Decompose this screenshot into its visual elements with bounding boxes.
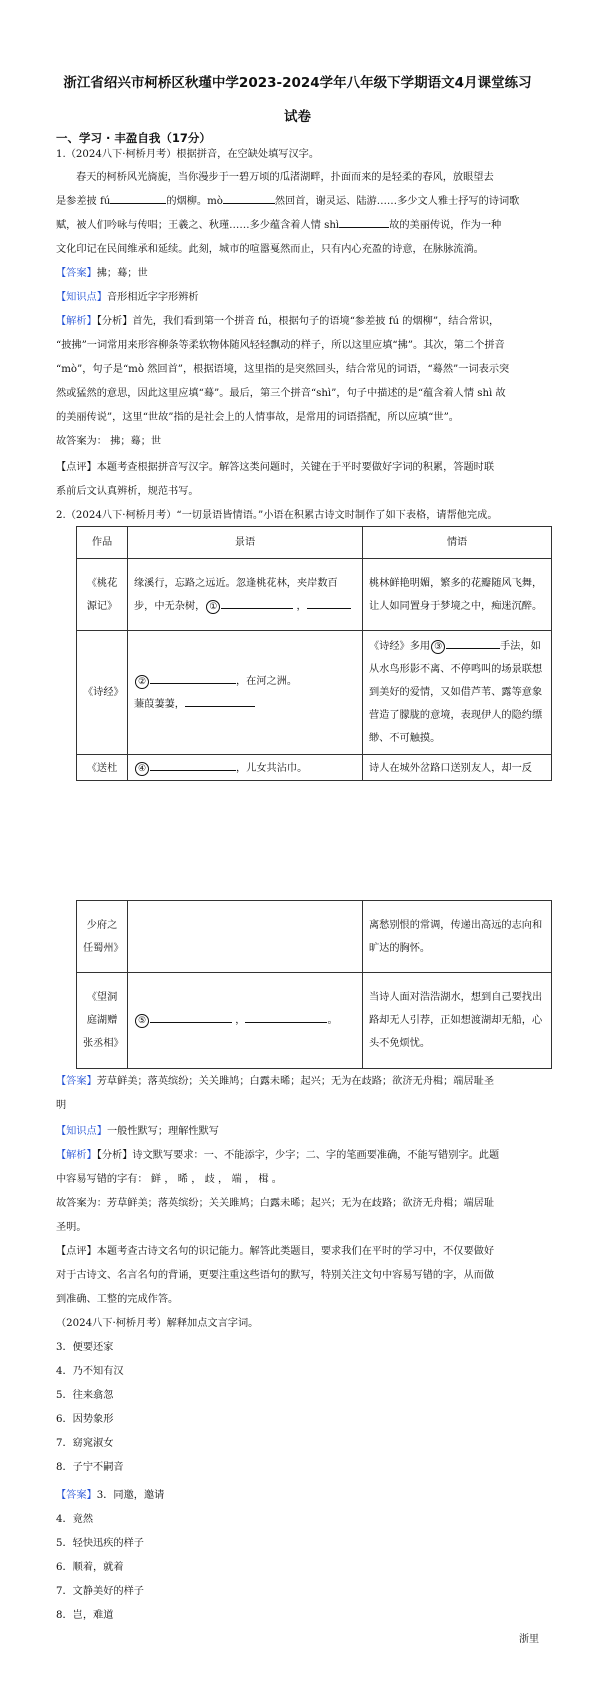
q1-text: 的烟柳。mò bbox=[166, 196, 223, 207]
q1-analysis-line1 bbox=[56, 310, 539, 333]
row3-scene-text: ，儿女共沾巾。 bbox=[236, 763, 308, 774]
row2-scene bbox=[128, 631, 363, 755]
kp-tag: 【知识点】 bbox=[56, 1126, 107, 1137]
analysis-tag: 【解析】 bbox=[56, 316, 97, 327]
q2-analysis-line2: 中容易写错的字有： 鲜 ， 晞 ， 歧 ， 端 ， 楫 。 bbox=[56, 1174, 282, 1185]
section-heading: 一、学习 · 丰盈自我（17分） bbox=[56, 131, 211, 145]
blank-number-1: ① bbox=[206, 600, 220, 614]
answer-text: 拂；蓦；世 bbox=[96, 268, 148, 279]
q1-text: 故的美丽传说，作为一种 bbox=[389, 220, 502, 231]
row2-emotion-text: 手法，如从水鸟形影不离、不停鸣叫的场景联想到美好的爱情，又如借芦苇、露等意象营造了朦胧的意境，表现伊人的隐约缥缈、不可触摸。 bbox=[369, 641, 543, 744]
blank-q2-3[interactable] bbox=[446, 636, 500, 649]
answer-tag: 【答案】 bbox=[56, 1076, 97, 1087]
row1-scene-text: 缘溪行，忘路之远近。忽逢桃花林，夹岸数百 bbox=[134, 577, 338, 589]
row3-work-bottom: 少府之任蜀州》 bbox=[77, 901, 128, 973]
q2-answer-line1 bbox=[56, 1070, 539, 1093]
q1-comment-line1: 【点评】本题考查根据拼音写汉字。解答这类问题时，关键在于平时要做好字词的积累，答题时联 bbox=[56, 462, 495, 473]
q3-answer-item: 6．顺着，就着 bbox=[56, 1562, 124, 1573]
q2-comment-line2: 对于古诗文、名言名句的背诵，更要注重这些语句的默写，特别关注文句中容易写错的字，从而做 bbox=[56, 1270, 495, 1281]
kp-tag: 【知识点】 bbox=[56, 292, 107, 303]
q1-text: 赋，被人们吟咏与传唱；王羲之、秋瑾……多少蕴含着人情 shì bbox=[56, 220, 340, 231]
q1-final-answer: 故答案为： 拂；蓦；世 bbox=[56, 436, 162, 447]
q2-comment-line1: 【点评】本题考查古诗文名句的识记能力。解答此类题目，要求我们在平时的学习中，不仅要做好 bbox=[56, 1246, 495, 1257]
row2-scene-text: ，在河之洲。 bbox=[236, 675, 298, 687]
q1-text: 是参差披 fú bbox=[56, 196, 111, 207]
blank-q2-2[interactable] bbox=[150, 671, 236, 684]
q3-answer-item: 4．竟然 bbox=[56, 1514, 94, 1525]
answer-tag: 【答案】 bbox=[56, 1490, 97, 1501]
q3-stem: （2024八下·柯桥月考）解释加点文言字词。 bbox=[56, 1318, 259, 1329]
blank-number-2: ② bbox=[135, 675, 149, 689]
blank-3[interactable] bbox=[339, 215, 389, 228]
q1-knowledge-point bbox=[56, 286, 539, 309]
q3-item: 6．因势象形 bbox=[56, 1414, 114, 1425]
poetry-table bbox=[76, 526, 552, 781]
blank-1[interactable] bbox=[110, 191, 166, 204]
q3-item: 5．往来翕忽 bbox=[56, 1390, 114, 1401]
q1-analysis-line4: 然或猛然的意思，因此这里应填“蓦”。最后，第三个拼音“shì”，句子中描述的是“蕴含着人情 shì 故 bbox=[56, 388, 506, 399]
q3-item: 7．窈窕淑女 bbox=[56, 1438, 114, 1449]
q3-answer-item: 8．岂，难道 bbox=[56, 1610, 114, 1621]
blank-number-3: ③ bbox=[431, 640, 445, 654]
analysis-text: 【分析】首先，我们看到第一个拼音 fú，根据句子的语境“参差披 fú 的烟柳”，结合常识， bbox=[96, 316, 500, 327]
blank-q2-5b[interactable] bbox=[245, 1010, 327, 1023]
page-footer: 浙里 bbox=[519, 1634, 539, 1645]
blank-q2-1b[interactable] bbox=[307, 596, 351, 609]
row1-work: 《桃花源记》 bbox=[77, 559, 128, 631]
poetry-table-continued bbox=[76, 900, 552, 1069]
q1-passage-line3 bbox=[56, 214, 539, 237]
answer-text: 芳草鲜美；落英缤纷；关关雎鸠；白露未晞；起兴；无为在歧路；欲济无舟楫；端居耻圣 bbox=[96, 1076, 495, 1087]
q1-text: 然回首，谢灵运、陆游……多少文人雅士抒写的诗词歌 bbox=[274, 196, 520, 207]
q3-item: 8．子宁不嗣音 bbox=[56, 1462, 124, 1473]
answer-text: 3．同邀，邀请 bbox=[96, 1490, 165, 1501]
blank-q2-5a[interactable] bbox=[150, 1010, 232, 1023]
q3-answer-item: 5．轻快迅疾的样子 bbox=[56, 1538, 144, 1549]
row3-emotion-bottom: 离愁别恨的常调，传递出高远的志向和旷达的胸怀。 bbox=[363, 901, 552, 973]
row1-scene: 缘溪行，忘路之远近。忽逢桃花林，夹岸数百 步，中无杂树， ① ， bbox=[128, 559, 363, 631]
kp-text: 一般性默写；理解性默写 bbox=[106, 1126, 219, 1137]
blank-number-5: ⑤ bbox=[135, 1014, 149, 1028]
row3-scene-empty bbox=[128, 901, 363, 973]
doc-title-line1: 浙江省绍兴市柯桥区秋瑾中学2023-2024学年八年级下学期语文4月课堂练习 bbox=[63, 75, 532, 91]
row1-scene-text: 步，中无杂树， bbox=[134, 600, 206, 612]
q2-stem: 2.（2024八下·柯桥月考）“一切景语皆情语。”小语在积累古诗文时制作了如下表格，请帮他完成。 bbox=[56, 510, 498, 521]
analysis-tag: 【解析】 bbox=[56, 1150, 97, 1161]
q1-passage-line4: 文化印记在民间维承和延续。此刻，城市的喧嚣戛然而止，只有内心充盈的诗意，在脉脉流淌。 bbox=[56, 244, 484, 255]
row2-emotion-text: 《诗经》多用 bbox=[369, 641, 431, 652]
q1-passage-line1: 春天的柯桥风光旖旎，当你漫步于一碧万顷的瓜渚湖畔，扑面而来的是轻柔的春风，放眼望去 bbox=[76, 172, 494, 183]
q2-final-line2: 圣明。 bbox=[56, 1222, 87, 1233]
q1-passage-line2 bbox=[56, 190, 539, 213]
row4-emotion: 当诗人面对浩浩湖水，想到自己要找出路却无人引荐，正如想渡湖却无船，心头不免烦忧。 bbox=[363, 973, 552, 1069]
row2-work: 《诗经》 bbox=[77, 631, 128, 755]
q1-stem: 1.（2024八下·柯桥月考）根据拼音，在空缺处填写汉字。 bbox=[56, 149, 320, 160]
blank-q2-1a[interactable] bbox=[221, 596, 293, 609]
answer-tag: 【答案】 bbox=[56, 268, 97, 279]
table-header-scene: 景语 bbox=[128, 527, 363, 559]
q2-analysis-line1 bbox=[56, 1144, 539, 1167]
q3-answer-item: 7．文静美好的样子 bbox=[56, 1586, 144, 1597]
q1-answer bbox=[56, 262, 539, 285]
row4-scene-text: 。 bbox=[327, 1015, 338, 1026]
row3-scene bbox=[128, 755, 363, 781]
blank-q2-2b[interactable] bbox=[185, 694, 255, 707]
q2-answer-line2: 明 bbox=[56, 1100, 67, 1111]
q3-item: 4．乃不知有汉 bbox=[56, 1366, 124, 1377]
row3-work-top: 《送杜 bbox=[77, 755, 128, 781]
q1-comment-line2: 系前后文认真辨析，规范书写。 bbox=[56, 486, 199, 497]
q2-knowledge-point bbox=[56, 1120, 539, 1143]
row2-scene-text: 蒹葭萋萋， bbox=[134, 698, 185, 710]
table-header-emotion: 情语 bbox=[363, 527, 552, 559]
row1-emotion: 桃林鲜艳明媚，繁多的花瓣随风飞舞，让人如同置身于梦境之中，痴迷沉醉。 bbox=[363, 559, 552, 631]
doc-title-line2: 试卷 bbox=[284, 109, 311, 125]
row2-emotion bbox=[363, 631, 552, 755]
row3-emotion-top: 诗人在城外岔路口送别友人，却一反 bbox=[363, 755, 552, 781]
blank-number-4: ④ bbox=[135, 762, 149, 776]
q1-analysis-line5: 的美丽传说”，这里“世故”指的是社会上的人情事故，是常用的词语搭配，所以应填“世”。 bbox=[56, 412, 459, 423]
kp-text: 音形相近字字形辨析 bbox=[106, 292, 199, 303]
q3-item: 3．便要还家 bbox=[56, 1342, 114, 1353]
q1-analysis-line3: “mò”，句子是“mò 然回首”，根据语境，这里指的是突然回头，结合常见的词语，“蓦然”一词表示突 bbox=[56, 364, 510, 375]
table-header-work: 作品 bbox=[77, 527, 128, 559]
analysis-text: 【分析】诗文默写要求：一、不能添字，少字；二、字的笔画要准确，不能写错别字。此题 bbox=[96, 1150, 500, 1161]
q3-answer bbox=[56, 1484, 539, 1507]
q2-final-line1: 故答案为：芳草鲜美；落英缤纷；关关雎鸠；白露未晞；起兴；无为在歧路；欲济无舟楫；端居耻 bbox=[56, 1198, 495, 1209]
blank-2[interactable] bbox=[223, 191, 275, 204]
row4-work: 《望洞庭湖赠张丞相》 bbox=[77, 973, 128, 1069]
q2-comment-line3: 到准确、工整的完成作答。 bbox=[56, 1294, 179, 1305]
q1-analysis-line2: “披拂”一词常用来形容柳条等柔软物体随风轻轻飘动的样子，所以这里应填“拂”。其次，第二个拼音 bbox=[56, 340, 505, 351]
row4-scene: ⑤ ， 。 bbox=[128, 973, 363, 1069]
blank-q2-4[interactable] bbox=[150, 758, 236, 771]
